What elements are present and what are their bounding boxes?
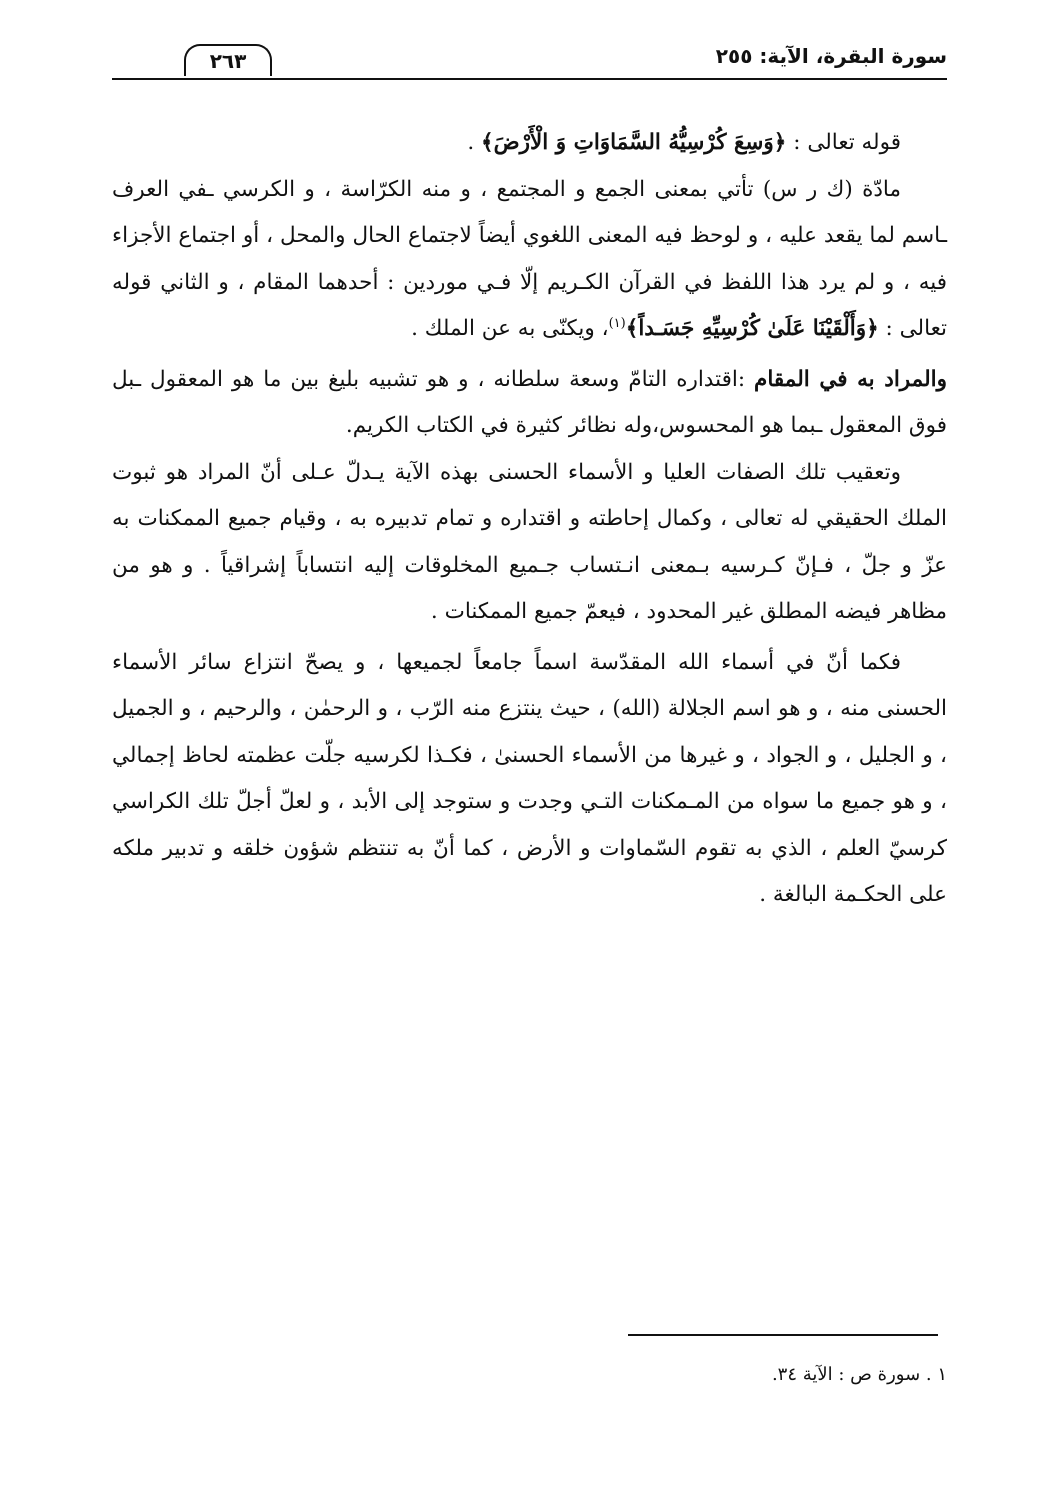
paragraph-etymology: [112, 167, 947, 353]
paragraph-meaning: [112, 357, 947, 450]
main-text: [112, 120, 947, 919]
footnote-divider: [628, 1334, 938, 1336]
surah-verse-title: سورة البقرة، الآية: ٢٥٥: [715, 44, 947, 68]
text-suffix: ، ويكنّى به عن الملك .: [411, 316, 609, 341]
footnote-reference[interactable]: (١): [608, 315, 626, 331]
quran-verse: ﴿وَأَلْقَيْنَا عَلَىٰ كُرْسِيِّهِ جَسَـداً﴾: [625, 316, 879, 341]
text-body: مادّة (ك ر س) تأتي بمعنى الجمع و المجتمع ، و منه الكرّاسة ، و الكرسي ـفي العرف ـاسم لما يقعد عليه ، و لوحظ فيه المعنى اللغوي أيضاً لاجتماع الحال والمحل ، أو اجتماع الأجزاء فيه ، و لم يرد هذا اللفظ في القرآن الكـريم إلّا فـي موردين : أحدهما المقام ، و الثاني قوله تعالى :: [112, 176, 947, 341]
quran-verse: ﴿وَسِعَ كُرْسِيُّهُ السَّمَاوَاتِ وَ الْأَرْضَ﴾: [481, 130, 787, 155]
text-body: :اقتداره التامّ وسعة سلطانه ، و هو تشبيه بليغ بين ما هو المعقول ـبل فوق المعقول ـبما هو المحسوس،وله نظائر كثيرة في الكتاب الكريم.: [112, 366, 947, 438]
footnote: ١ . سورة ص : الآية ٣٤.: [771, 1364, 947, 1385]
text-suffix: .: [467, 130, 482, 155]
page-header: [112, 40, 947, 90]
page-number: ٢٦٣: [184, 44, 272, 76]
bold-lead: والمراد به في المقام: [754, 366, 947, 392]
header-divider: [112, 78, 947, 80]
paragraph-divine-names: فكما أنّ في أسماء الله المقدّسة اسماً جامعاً لجميعها ، و يصحّ انتزاع سائر الأسماء الحسنى منه ، و هو اسم الجلالة (الله) ، حيث ينتزع منه الرّب ، و الرحمٰن ، والرحيم ، و الجميل ، و الجليل ، و الجواد ، و غيرها من الأسماء الحسنىٰ ، فكـذا لكرسيه جلّت عظمته لحاظ إجمالي ، و هو جميع ما سواه من المـمكنات التـي وجدت و ستوجد إلى الأبد ، و لعلّ أجلّ تلك الكراسي كرسيّ العلم ، الذي به تقوم السّماوات و الأرض ، كما أنّ به تنتظم شؤون خلقه و تدبير ملكه على الحكـمة البالغة .: [112, 649, 947, 907]
paragraph-verse-intro: [112, 120, 947, 167]
text-prefix: قوله تعالى :: [786, 130, 901, 155]
paragraph-commentary: وتعقيب تلك الصفات العليا و الأسماء الحسنى بهذه الآية يـدلّ عـلى أنّ المراد هو ثبوت الملك الحقيقي له تعالى ، وكمال إحاطته و اقتداره و تمام تدبيره به ، وقيام جميع الممكنات به عزّ و جلّ ، فـإنّ كـرسيه بـمعنى انـتساب جـميع المخلوقات إليه انتساباً إشراقياً . و هو من مظاهر فيضه المطلق غير المحدود ، فيعمّ جميع الممكنات .: [112, 459, 947, 624]
